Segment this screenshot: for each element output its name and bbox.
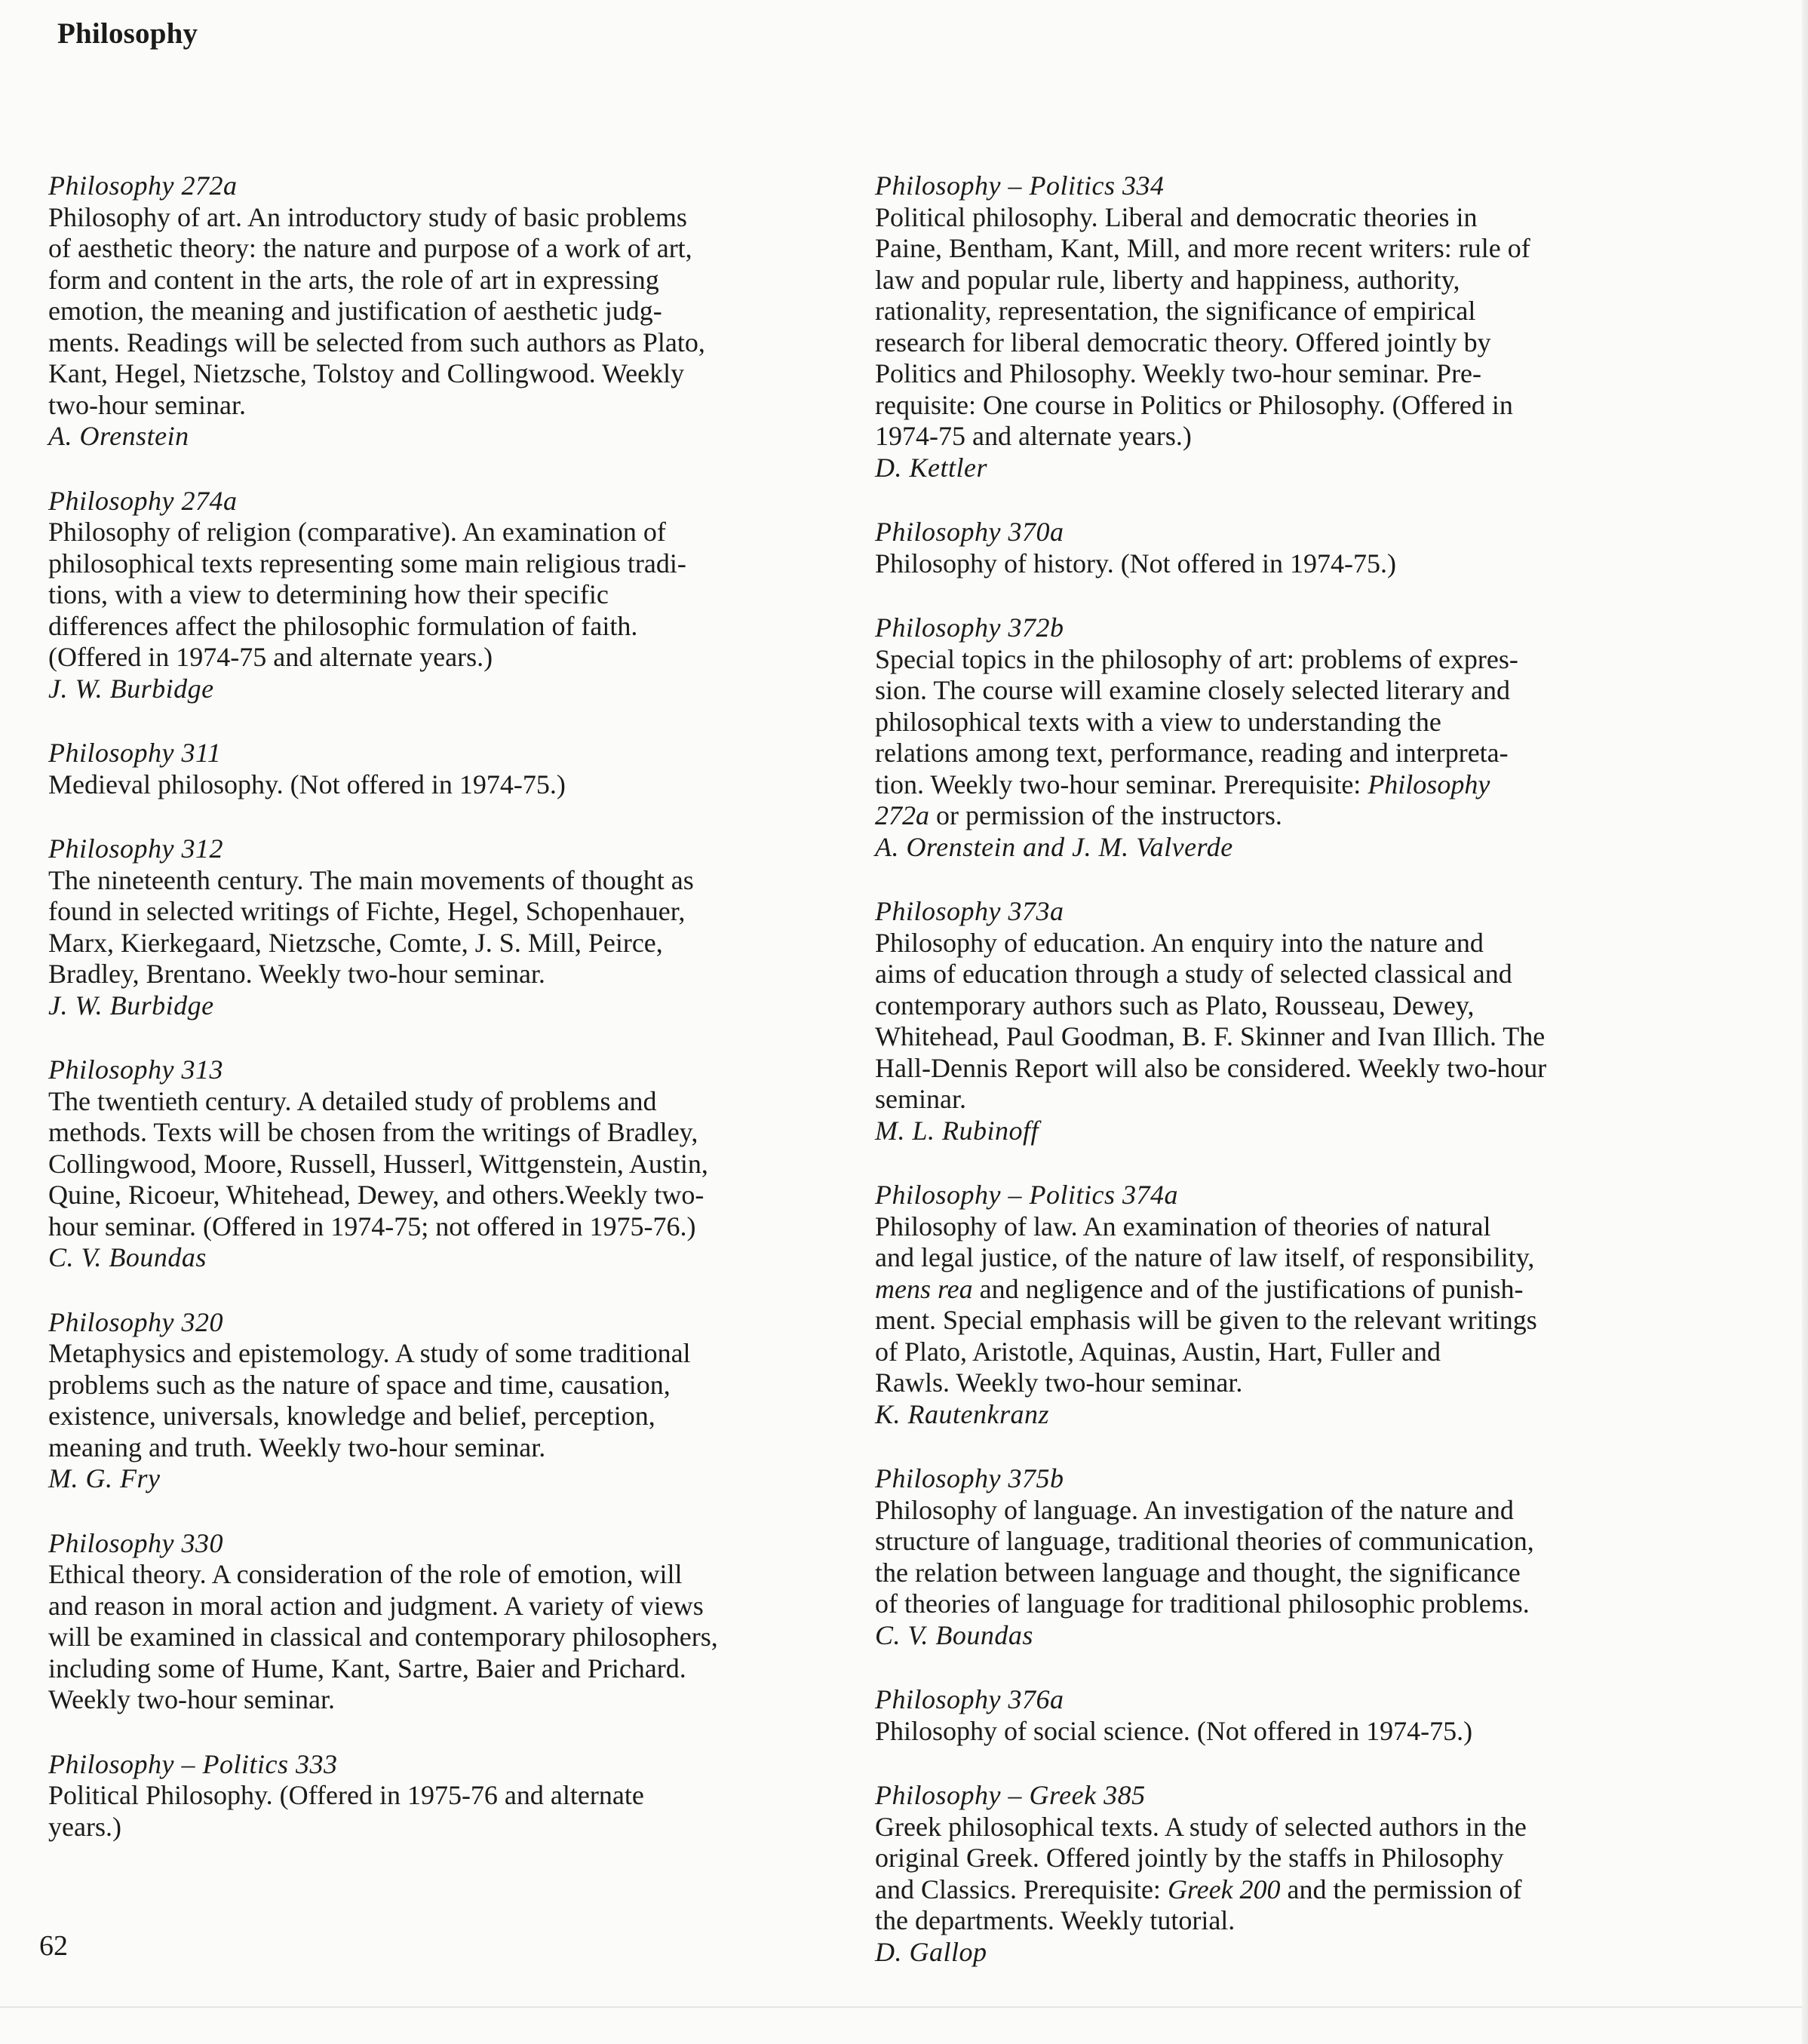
course-instructor: K. Rautenkranz <box>875 1398 1049 1429</box>
course-code: Philosophy – Politics 374a <box>875 1180 1178 1210</box>
course-instructor: M. G. Fry <box>48 1463 161 1493</box>
course-code: Philosophy 313 <box>48 1054 223 1085</box>
right-column <box>875 170 1652 2001</box>
course-code: Philosophy 375b <box>875 1463 1064 1493</box>
course-instructor: D. Kettler <box>875 452 987 483</box>
course-instructor: A. Orenstein <box>48 421 189 451</box>
course-code: Philosophy 312 <box>48 833 223 864</box>
course-entry <box>875 1180 1652 1430</box>
course-code: Philosophy 373a <box>875 896 1064 926</box>
course-entry <box>48 1307 810 1495</box>
course-code: Philosophy 376a <box>875 1684 1064 1714</box>
course-entry <box>48 833 810 1021</box>
course-description: Philosophy of education. An enquiry into the nature and aims of education through a study of selected classical and contemporary authors such as Plato, Rousseau, Dewey, Whitehead, Paul Goodman, B. F. Skinner and Ivan Illich. The Hall-Dennis Report will also be considered. Weekly two-hour seminar. <box>875 927 1547 1114</box>
course-description: Political philosophy. Liberal and democratic theories in Paine, Bentham, Kant, Mill, and more recent writers: rule of law and popular rule, liberty and happiness, authority, rationality, representation, the significance of empirical research for liberal democratic theory. Offered jointly by Politics and Philosophy. Weekly two-hour seminar. Pre- requisite: One course in Politics or Philosophy. (Offered in 1974-75 and alternate years.) <box>875 201 1530 451</box>
course-instructor: M. L. Rubinoff <box>875 1115 1039 1146</box>
course-code: Philosophy 320 <box>48 1306 223 1337</box>
course-entry <box>875 612 1652 863</box>
course-code: Philosophy 311 <box>48 738 222 768</box>
course-instructor: J. W. Burbidge <box>48 990 214 1020</box>
course-instructor: A. Orenstein and J. M. Valverde <box>875 831 1233 862</box>
course-description: The nineteenth century. The main movements of thought as found in selected writings of Fichte, Hegel, Schopenhauer, Marx, Kierkegaard, Nietzsche, Comte, J. S. Mill, Peirce, Bradley, Brentano. Weekly two-hour seminar. <box>48 864 694 989</box>
course-description: Philosophy of law. An examination of theories of natural and legal justice, of the nature of law itself, of responsibility, mens rea and negligence and of the justifications of punish- ment. Special emphasis will be given to the relevant writings of Plato, Aristotle, Aquinas, Austin, Hart, Fuller and Rawls. Weekly two-hour seminar. <box>875 1211 1537 1398</box>
course-description: Greek philosophical texts. A study of selected authors in the original Greek. Offered jointly by the staffs in Philosophy and Classics. Prerequisite: Greek 200 and the permission of the departments. Weekly tutorial. <box>875 1811 1527 1935</box>
course-description: Philosophy of language. An investigation of the nature and structure of language, traditional theories of communication, the relation between language and thought, the significance of theories of language for traditional philosophic problems. <box>875 1494 1534 1619</box>
page-edge-shadow <box>1802 0 1808 2044</box>
course-description: Special topics in the philosophy of art: problems of expres- sion. The course will examine closely selected literary and philosophical texts with a view to understanding the relations among text, performance, reading and interpreta- tion. Weekly two-hour seminar. Prerequisite: Philosophy 272a or permission of the instructors. <box>875 643 1518 830</box>
course-code: Philosophy 330 <box>48 1527 223 1558</box>
course-instructor: J. W. Burbidge <box>48 673 214 704</box>
course-entry <box>48 1054 810 1274</box>
course-entry <box>875 170 1652 483</box>
course-description: The twentieth century. A detailed study of problems and methods. Texts will be chosen from the writings of Bradley, Collingwood, Moore, Russell, Husserl, Wittgenstein, Austin, Quine, Ricoeur, Whitehead, Dewey, and others.Weekly two- hour seminar. (Offered in 1974-75; not offered in 1975-76.) <box>48 1085 708 1241</box>
course-code: Philosophy 272a <box>48 170 238 201</box>
course-entry <box>875 896 1652 1146</box>
course-instructor: C. V. Boundas <box>48 1242 207 1272</box>
course-description: Philosophy of religion (comparative). An examination of philosophical texts representing some main religious tradi- tions, with a view to determining how their specific differences affect the philosophic formulation of faith. (Offered in 1974-75 and alternate years.) <box>48 517 686 672</box>
course-code: Philosophy 274a <box>48 485 238 516</box>
course-entry <box>875 1780 1652 1968</box>
course-code: Philosophy 372b <box>875 612 1064 643</box>
course-description: Philosophy of history. (Not offered in 1974-75.) <box>875 548 1396 579</box>
course-entry <box>48 738 810 800</box>
course-description: Medieval philosophy. (Not offered in 1974-75.) <box>48 769 566 799</box>
course-entry <box>48 1749 810 1843</box>
course-description: Philosophy of art. An introductory study of basic problems of aesthetic theory: the nature and purpose of a work of art, form and content in the arts, the role of art in expressing emotion, the meaning and justification of aesthetic judg- ments. Readings will be selected from such authors as Plato, Kant, Hegel, Nietzsche, Tolstoy and Collingwood. Weekly two-hour seminar. <box>48 201 705 420</box>
course-description: Philosophy of social science. (Not offered in 1974-75.) <box>875 1715 1473 1746</box>
course-code: Philosophy – Politics 334 <box>875 170 1165 201</box>
page-number: 62 <box>39 1930 68 1962</box>
course-description: Political Philosophy. (Offered in 1975-76 and alternate years.) <box>48 1780 644 1842</box>
course-instructor: C. V. Boundas <box>875 1619 1033 1650</box>
course-entry <box>48 170 810 453</box>
course-description: Metaphysics and epistemology. A study of some traditional problems such as the nature of space and time, causation, existence, universals, knowledge and belief, perception, meaning and truth. Weekly two-hour seminar. <box>48 1338 691 1462</box>
course-entry <box>875 1684 1652 1747</box>
course-description: Ethical theory. A consideration of the role of emotion, will and reason in moral action and judgment. A variety of views will be examined in classical and contemporary philosophers, including some of Hume, Kant, Sartre, Baier and Prichard. Weekly two-hour seminar. <box>48 1559 718 1714</box>
page-title: Philosophy <box>57 17 198 50</box>
course-entry <box>48 1528 810 1716</box>
course-entry <box>875 517 1652 579</box>
course-code: Philosophy 370a <box>875 517 1064 547</box>
course-instructor: D. Gallop <box>875 1936 987 1967</box>
course-entry <box>875 1463 1652 1651</box>
course-code: Philosophy – Politics 333 <box>48 1748 338 1779</box>
course-code: Philosophy – Greek 385 <box>875 1780 1146 1810</box>
left-column <box>48 170 810 1876</box>
page-bottom-rule <box>0 2006 1808 2008</box>
course-entry <box>48 486 810 705</box>
